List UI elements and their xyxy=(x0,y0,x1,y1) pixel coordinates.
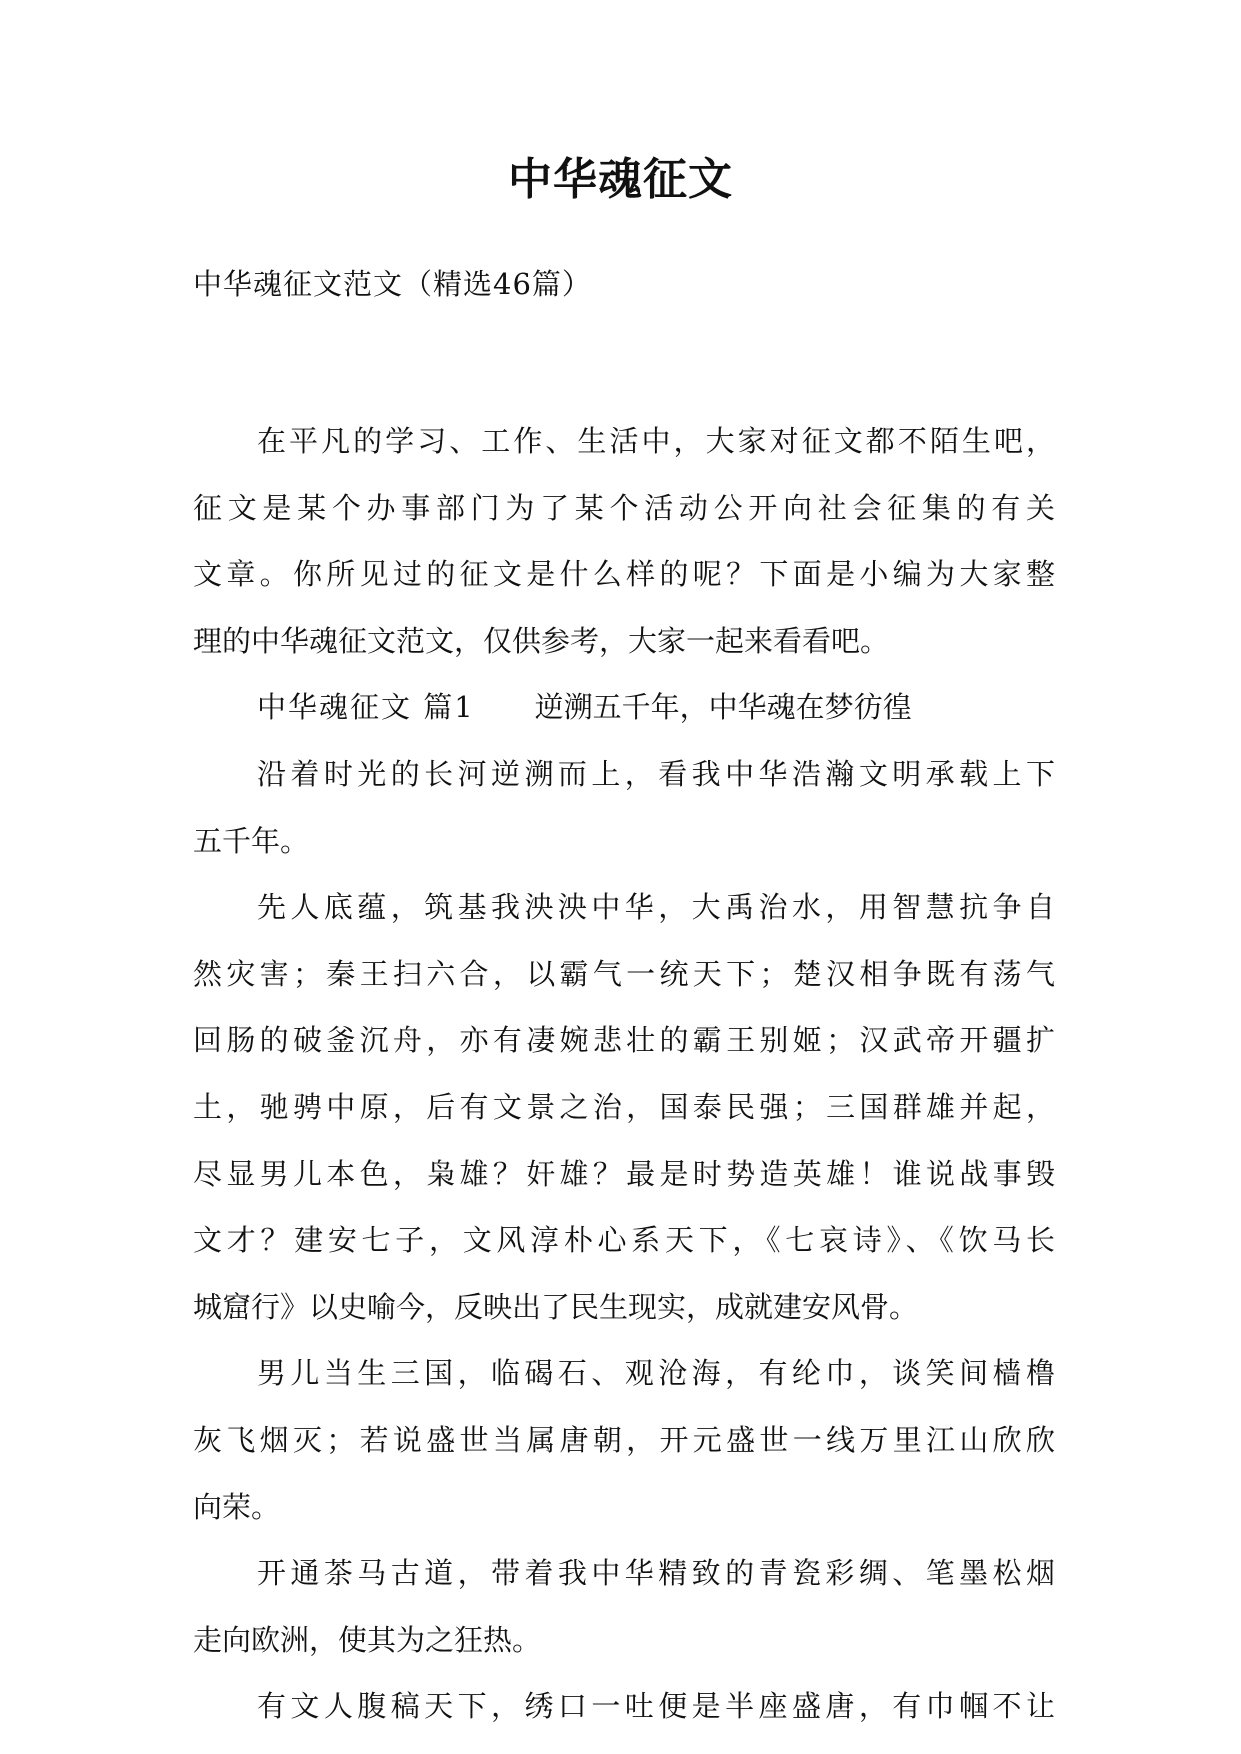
line-text: 然灾害；秦王扫六合，以霸气一统天下；楚汉相争既有荡气 xyxy=(193,956,1055,991)
paragraph-line xyxy=(193,541,1055,608)
section-label: 中华魂征文 篇1 xyxy=(257,690,475,725)
paragraph-line xyxy=(193,608,1055,675)
line-text: 土，驰骋中原，后有文景之治，国泰民强；三国群雄并起， xyxy=(193,1089,1055,1124)
paragraph-line xyxy=(193,1540,1055,1607)
paragraph-line xyxy=(193,1274,1055,1341)
line-text: 灰飞烟灭；若说盛世当属唐朝，开元盛世一线万里江山欣欣 xyxy=(193,1422,1055,1457)
paragraph-line xyxy=(193,1074,1055,1141)
line-text: 男儿当生三国，临碣石、观沧海，有纶巾，谈笑间樯橹 xyxy=(257,1356,1055,1391)
document-body xyxy=(193,408,1055,1740)
line-text: 五千年。 xyxy=(193,823,310,858)
line-text: 沿着时光的长河逆溯而上，看我中华浩瀚文明承载上下 xyxy=(257,756,1055,791)
document-title: 中华魂征文 xyxy=(508,154,733,205)
document-subtitle: 中华魂征文范文（精选46篇） xyxy=(193,267,592,301)
paragraph-line xyxy=(193,1340,1055,1407)
paragraph-line xyxy=(193,741,1055,808)
paragraph-line xyxy=(193,1207,1055,1274)
paragraph-line xyxy=(193,1007,1055,1074)
section-heading xyxy=(193,674,1055,741)
line-text: 先人底蕴，筑基我泱泱中华，大禹治水，用智慧抗争自 xyxy=(257,890,1055,925)
paragraph-line xyxy=(193,475,1055,542)
section-title: 逆溯五千年，中华魂在梦彷徨 xyxy=(534,690,912,725)
paragraph-line xyxy=(193,1673,1055,1740)
paragraph-line xyxy=(193,1141,1055,1208)
paragraph-line xyxy=(193,941,1055,1008)
line-text: 在平凡的学习、工作、生活中，大家对征文都不陌生吧， xyxy=(257,424,1055,458)
line-text: 开通茶马古道，带着我中华精致的青瓷彩绸、笔墨松烟 xyxy=(257,1556,1055,1591)
line-text: 有文人腹稿天下，绣口一吐便是半座盛唐，有巾帼不让 xyxy=(257,1689,1055,1724)
line-text: 城窟行》以史喻今，反映出了民生现实，成就建安风骨。 xyxy=(193,1289,919,1324)
paragraph-line xyxy=(193,808,1055,875)
line-text: 走向欧洲，使其为之狂热。 xyxy=(193,1622,542,1657)
line-text: 文才？建安七子，文风淳朴心系天下，《七哀诗》、《饮马长 xyxy=(193,1223,1055,1258)
paragraph-line xyxy=(193,1407,1055,1474)
line-text: 尽显男儿本色，枭雄？奸雄？最是时势造英雄！谁说战事毁 xyxy=(193,1156,1055,1191)
paragraph-line xyxy=(193,408,1055,475)
line-text: 向荣。 xyxy=(193,1489,281,1524)
line-text: 征文是某个办事部门为了某个活动公开向社会征集的有关 xyxy=(193,490,1055,525)
line-text: 理的中华魂征文范文，仅供参考，大家一起来看看吧。 xyxy=(193,623,890,658)
paragraph-line xyxy=(193,1607,1055,1674)
line-text: 文章。你所见过的征文是什么样的呢？下面是小编为大家整 xyxy=(193,557,1055,592)
paragraph-line xyxy=(193,1474,1055,1541)
paragraph-line xyxy=(193,874,1055,941)
line-text: 回肠的破釜沉舟，亦有凄婉悲壮的霸王别姬；汉武帝开疆扩 xyxy=(193,1023,1055,1058)
